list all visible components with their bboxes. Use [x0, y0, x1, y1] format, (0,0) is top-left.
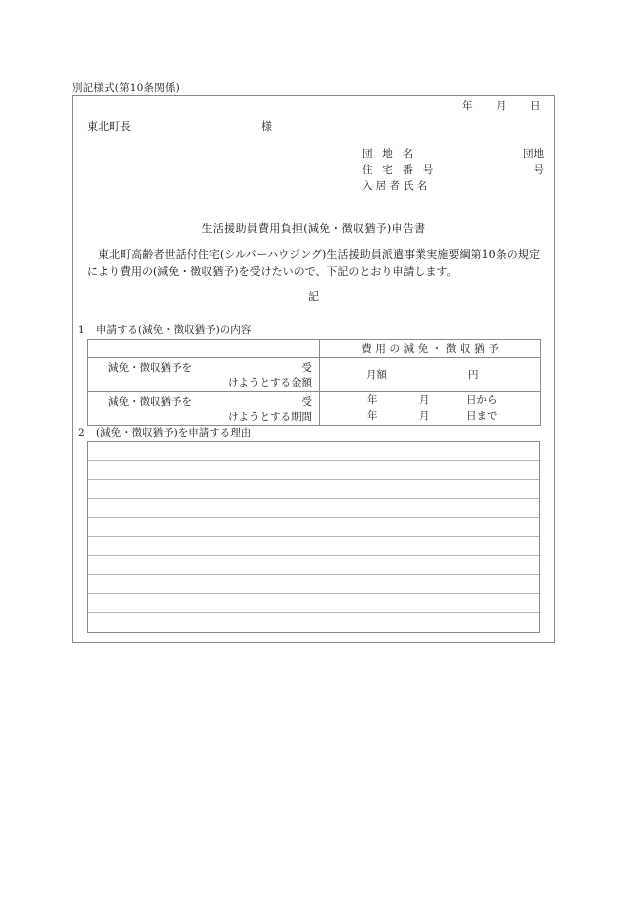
- reason-line[interactable]: [88, 575, 539, 594]
- reason-line[interactable]: [88, 461, 539, 480]
- table-row: [88, 358, 541, 392]
- period-from-year: 年: [367, 394, 378, 406]
- section-2-title: (減免・徴収猶予)を申請する理由: [96, 427, 252, 439]
- table-row: [88, 392, 541, 426]
- period-from-month: 月: [419, 394, 430, 406]
- table-header-value-cell: 費用の減免・徴収猶予: [320, 340, 541, 358]
- amount-yen-unit: 円: [468, 369, 479, 381]
- date-day-label: 日: [530, 100, 541, 112]
- section-1-number: 1: [78, 324, 85, 336]
- reason-line[interactable]: [88, 613, 539, 632]
- period-label-line1: 減免・徴収猶予を: [108, 396, 192, 408]
- applicant-field-danchi-label: 団 地 名: [362, 148, 417, 160]
- amount-label-cell: [88, 358, 320, 392]
- table-header-row: [88, 340, 541, 358]
- date-year-label: 年: [462, 100, 473, 112]
- form-sheet: [72, 95, 555, 643]
- applicant-field-house-number: [362, 162, 544, 178]
- amount-label-uke: 受: [301, 362, 312, 374]
- applicant-field-danchi: [362, 146, 544, 162]
- applicant-field-resident-name: [362, 178, 544, 194]
- applicant-field-danchi-unit: 団地: [523, 148, 544, 160]
- amount-monthly-label: 月額: [366, 369, 387, 381]
- reason-line[interactable]: [88, 480, 539, 499]
- section-1-heading: [78, 322, 251, 337]
- applicant-field-house-number-label: 住 宅 番 号: [362, 164, 437, 176]
- period-label-uke: 受: [301, 396, 312, 408]
- reason-line[interactable]: [88, 594, 539, 613]
- period-from-row: [320, 392, 540, 408]
- reason-line[interactable]: [88, 442, 539, 461]
- period-label-cell: [88, 392, 320, 426]
- reason-line[interactable]: [88, 499, 539, 518]
- application-content-table: [87, 339, 541, 426]
- amount-label-line2: けようとする金額: [228, 377, 312, 389]
- period-to-year: 年: [367, 410, 378, 422]
- section-1-title: 申請する(減免・徴収猶予)の内容: [96, 324, 252, 336]
- form-reference-label: 別記様式(第10条関係): [72, 82, 180, 94]
- applicant-field-house-number-unit: 号: [533, 164, 544, 176]
- addressee: 東北町長: [87, 120, 131, 133]
- table-header-blank-cell: [88, 340, 320, 358]
- reason-line[interactable]: [88, 537, 539, 556]
- ki-mark: 記: [308, 290, 319, 303]
- section-2-heading: [78, 425, 251, 440]
- period-from-day: 日から: [466, 394, 498, 406]
- reason-line[interactable]: [88, 518, 539, 537]
- document-title: 生活援助員費用負担(減免・徴収猶予)申告書: [201, 222, 426, 235]
- section-2-number: 2: [78, 427, 85, 439]
- reason-textarea[interactable]: [87, 441, 540, 633]
- body-paragraph: 東北町高齢者世話付住宅(シルバーハウジング)生活援助員派遣事業実施要綱第10条の規定により費用の(減免・徴収猶予)を受けたいので、下記のとおり申請します。: [87, 248, 540, 278]
- period-to-row: [320, 408, 540, 424]
- period-value-cell[interactable]: [320, 392, 541, 426]
- addressee-honorific: 様: [261, 120, 272, 133]
- applicant-fields: [362, 146, 544, 194]
- amount-value-cell[interactable]: [320, 358, 541, 392]
- amount-label-line1: 減免・徴収猶予を: [108, 362, 192, 374]
- period-label-line2: けようとする期間: [228, 411, 312, 423]
- period-to-month: 月: [419, 410, 430, 422]
- period-to-day: 日まで: [466, 410, 498, 422]
- date-month-label: 月: [496, 100, 507, 112]
- reason-line[interactable]: [88, 556, 539, 575]
- date-line: [462, 98, 544, 113]
- applicant-field-resident-name-label: 入居者氏名: [362, 180, 431, 192]
